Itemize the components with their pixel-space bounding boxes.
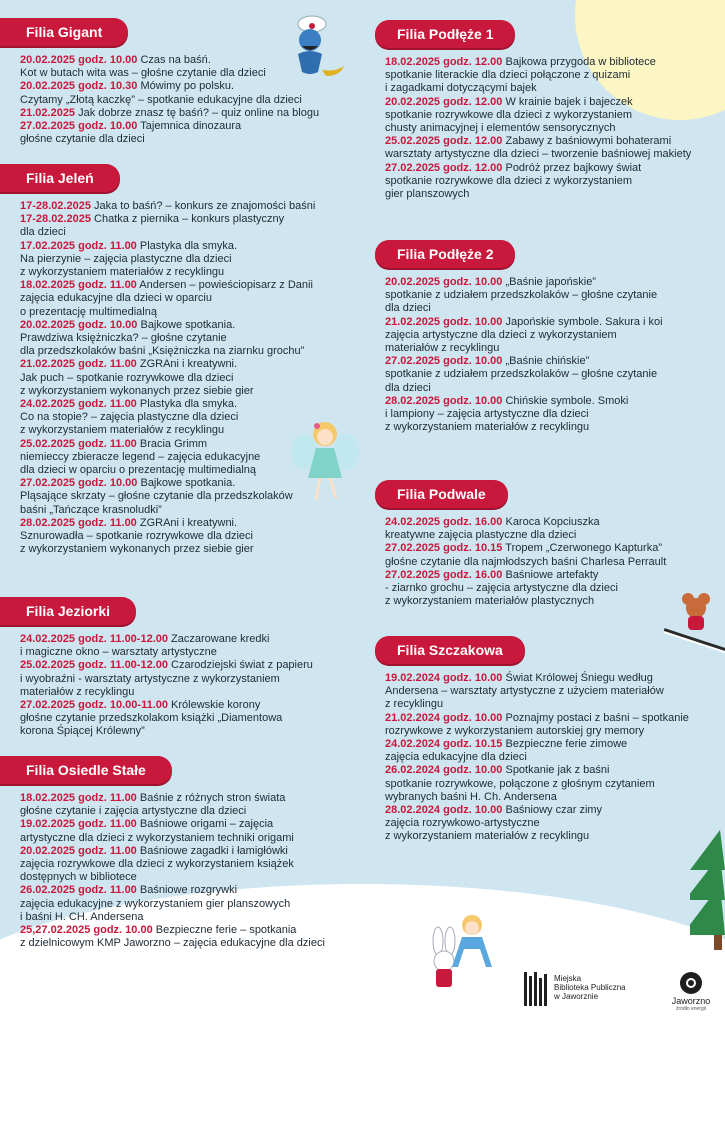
mouse-on-branch-illustration-icon: [664, 590, 725, 660]
city-name: Jaworzno: [671, 996, 711, 1006]
event-item: [385, 162, 691, 202]
event-date: 20.02.2025 godz. 11.00: [20, 844, 137, 857]
event-item: [20, 884, 325, 924]
event-description: Baśniowe artefakty - ziarnko grochu – zajęcia artystyczne dla dzieci z wykorzystaniem materiałów plastycznych: [385, 568, 618, 608]
event-description: Bezpieczne ferie zimowe zajęcia edukacyjne dla dzieci: [385, 738, 628, 764]
event-item: [20, 633, 313, 659]
library-logo-mark-icon: [524, 972, 548, 1006]
event-item: [385, 804, 689, 844]
event-item: [385, 135, 691, 161]
section-title: Filia Jeziorki: [0, 597, 136, 625]
event-date: 25.02.2025 godz. 12.00: [385, 135, 503, 148]
event-date: 25.02.2025 godz. 11.00: [20, 437, 137, 450]
event-description: Tajemnica dinozaura głośne czytanie dla dzieci: [20, 120, 242, 146]
event-description: Plastyka dla smyka. Na pierzynie – zajęcia plastyczne dla dzieci z wykorzystaniem materiałów z recyklingu: [20, 239, 238, 279]
jaworzno-logo: [666, 972, 716, 1020]
event-date: 27.02.2025 godz. 16.00: [385, 568, 503, 581]
event-date: 17.02.2025 godz. 11.00: [20, 239, 137, 252]
event-date: 27.02.2025 godz. 10.00-11.00: [20, 699, 168, 712]
event-description: ZGRAni i kreatywni. Jak puch – spotkanie rozrywkowe dla dzieci z wykorzystaniem wykonanych przez siebie gier: [20, 358, 254, 397]
section-filia-osiedle-stale: [0, 756, 325, 950]
event-description: Podróż przez bajkowy świat spotkanie rozrywkowe dla dzieci z wykorzystaniem gier planszowych: [385, 161, 642, 201]
event-date: 21.02.2024 godz. 10.00: [385, 711, 503, 724]
section-title: Filia Szczakowa: [375, 636, 525, 664]
event-date: 24.02.2025 godz. 11.00: [20, 398, 137, 411]
event-description: Japońskie symbole. Sakura i koi zajęcia artystyczne dla dzieci z wykorzystaniem materiałów z recyklingu: [385, 315, 663, 355]
event-description: Spotkanie jak z baśni spotkanie rozrywkowe, połączone z głośnym czytaniem wybranych baśni H. Ch. Andersena: [385, 764, 655, 803]
event-item: [20, 240, 315, 280]
event-date: 18.02.2025 godz. 11.00: [20, 792, 137, 804]
library-logo-text: [554, 974, 626, 1001]
library-logo: [524, 968, 644, 1008]
event-item: [20, 279, 315, 319]
event-item: [20, 845, 325, 885]
event-list: [0, 200, 315, 556]
event-description: Królewskie korony głośne czytanie przedszkolakom książki „Diamentowa korona Śpiącej Królewny”: [20, 699, 283, 738]
event-description: Chińskie symbole. Smoki i lampiony – zajęcia artystyczne dla dzieci z wykorzystaniem materiałów z recyklingu: [385, 394, 629, 434]
section-filia-gigant: [0, 18, 319, 146]
event-item: [385, 672, 689, 712]
event-date: 26.02.2025 godz. 11.00: [20, 884, 137, 897]
event-item: [20, 398, 315, 438]
section-title: Filia Osiedle Stałe: [0, 756, 172, 784]
section-filia-jeziorki: [0, 597, 313, 739]
section-filia-podwale: [375, 480, 666, 608]
event-description: Bajkowe spotkania. Prawdziwa księżniczka? – głośne czytanie dla przedszkolaków baśni „Księżniczka na ziarnku grochu”: [20, 318, 305, 358]
event-description: Świat Królowej Śniegu według Andersena – warsztaty artystyczne z użyciem materiałów z recyklingu: [385, 672, 664, 711]
event-item: [385, 764, 689, 804]
event-description: Bezpieczne ferie – spotkania z dzielnicowym KMP Jaworzno – zajęcia edukacyjne dla dzieci: [20, 924, 325, 950]
library-logo-line: Biblioteka Publiczna: [554, 983, 626, 992]
event-item: [20, 120, 319, 146]
event-item: [20, 792, 325, 818]
event-list: [0, 54, 319, 146]
event-list: [0, 633, 313, 739]
event-date: 26.02.2024 godz. 10.00: [385, 764, 503, 777]
event-item: [385, 276, 663, 316]
event-date: 27.02.2025 godz. 10.15: [385, 542, 503, 555]
event-date: 18.02.2025 godz. 12.00: [385, 56, 503, 68]
section-title: Filia Podwale: [375, 480, 508, 508]
event-item: [20, 213, 315, 239]
event-date: 27.02.2025 godz. 10.00: [20, 120, 138, 133]
event-item: [385, 316, 663, 356]
event-item: [20, 200, 315, 213]
event-item: [20, 319, 315, 359]
event-date: 24.02.2025 godz. 16.00: [385, 516, 503, 528]
event-list: [0, 792, 325, 950]
event-item: [20, 699, 313, 739]
event-date: 19.02.2025 godz. 11.00: [20, 818, 137, 831]
event-item: [385, 56, 691, 96]
event-description: Bracia Grimm niemieccy zbieracze legend – zajęcia edukacyjne dla dzieci w oparciu o prezentację multimedialną: [20, 437, 261, 477]
section-title: Filia Podłęże 2: [375, 240, 515, 268]
event-description: Chatka z piernika – konkurs plastyczny dla dzieci: [20, 213, 285, 239]
event-item: [385, 569, 666, 609]
event-date: 28.02.2025 godz. 10.00: [385, 394, 503, 407]
event-description: Zaczarowane kredki i magiczne okno – warsztaty artystyczne: [20, 633, 270, 659]
fairy-illustration-icon: [290, 412, 360, 507]
section-title: Filia Podłęże 1: [375, 20, 515, 48]
event-date: 20.02.2025 godz. 12.00: [385, 95, 503, 108]
event-date: 21.02.2025 godz. 11.00: [20, 358, 137, 371]
event-description: Bajkowa przygoda w bibliotece spotkanie literackie dla dzieci połączone z quizami i zagadkami dotyczącymi bajek: [385, 56, 656, 95]
section-filia-podleze-1: [375, 20, 691, 201]
event-description: Baśnie z różnych stron świata głośne czytanie i zajęcia artystyczne dla dzieci: [20, 792, 286, 818]
event-description: Baśniowe origami – zajęcia artystyczne dla dzieci z wykorzystaniem techniki origami: [20, 818, 294, 844]
event-item: [385, 542, 666, 568]
event-date: 27.02.2025 godz. 10.00: [385, 355, 503, 368]
event-description: Plastyka dla smyka. Co na stopie? – zajęcia plastyczne dla dzieci z wykorzystaniem materiałów z recyklingu: [20, 398, 239, 437]
genie-illustration-icon: [282, 12, 352, 82]
event-description: Baśniowe zagadki i łamigłówki zajęcia rozrywkowe dla dzieci z wykorzystaniem książek dostępnych w bibliotece: [20, 844, 294, 884]
event-description: Andersen – powieściopisarz z Danii zajęcia edukacyjne dla dzieci w oparciu o prezentację multimedialną: [20, 279, 313, 318]
event-item: [20, 517, 315, 557]
event-description: Zabawy z baśniowymi bohaterami warsztaty artystyczne dla dzieci – tworzenie baśniowej makiety: [385, 135, 692, 161]
section-title: Filia Jeleń: [0, 164, 120, 192]
event-item: [20, 438, 315, 478]
event-date: 19.02.2024 godz. 10.00: [385, 672, 503, 684]
event-item: [20, 54, 319, 80]
event-date: 17-28.02.2025: [20, 200, 91, 212]
event-item: [20, 818, 325, 844]
event-date: 25,27.02.2025 godz. 10.00: [20, 924, 153, 937]
event-item: [385, 355, 663, 395]
event-description: Baśniowe rozgrywki zajęcia edukacyjne z wykorzystaniem gier planszowych i baśni H. CH. Andersena: [20, 884, 291, 923]
christmas-tree-illustration-icon: [690, 830, 725, 950]
event-description: Mówimy po polsku. Czytamy „Złotą kaczkę” – spotkanie edukacyjne dla dzieci: [20, 80, 302, 106]
event-description: Tropem „Czerwonego Kapturka” głośne czytanie dla najmłodszych baśni Charlesa Perrault: [385, 542, 667, 568]
section-title: Filia Gigant: [0, 18, 128, 46]
event-item: [385, 395, 663, 435]
event-item: [20, 477, 315, 517]
event-date: 21.02.2025: [20, 106, 76, 119]
event-description: Bajkowe spotkania. Pląsające skrzaty – głośne czytanie dla przedszkolaków baśni „Tańczące krasnoludki”: [20, 477, 293, 516]
event-date: 18.02.2025 godz. 11.00: [20, 279, 137, 292]
event-description: ZGRAni i kreatywni. Sznurowadła – spotkanie rozrywkowe dla dzieci z wykorzystaniem wykonanych przez siebie gier: [20, 516, 254, 556]
section-filia-szczakowa: [375, 636, 689, 844]
event-item: [20, 358, 315, 398]
event-description: W krainie bajek i bajeczek spotkanie rozrywkowe dla dzieci z wykorzystaniem chusty animacyjnej i elementów sensorycznych: [385, 95, 633, 135]
event-list: [375, 516, 666, 608]
section-filia-jelen: [0, 164, 315, 556]
event-date: 17-28.02.2025: [20, 213, 91, 226]
event-item: [385, 516, 666, 542]
event-date: 28.02.2024 godz. 10.00: [385, 804, 503, 817]
event-list: [375, 56, 691, 201]
event-description: Poznajmy postaci z baśni – spotkanie rozrywkowe z wykorzystaniem autorskiej gry memory: [385, 711, 689, 737]
event-description: Jaka to baśń? – konkurs ze znajomości baśni: [90, 200, 316, 212]
event-date: 20.02.2025 godz. 10.00: [385, 276, 503, 288]
event-date: 20.02.2025 godz. 10.00: [20, 54, 138, 66]
event-date: 20.02.2025 godz. 10.30: [20, 80, 138, 93]
section-filia-podleze-2: [375, 240, 663, 434]
event-date: 28.02.2025 godz. 11.00: [20, 516, 137, 529]
event-item: [20, 659, 313, 699]
event-item: [20, 924, 325, 950]
event-item: [20, 80, 319, 106]
event-description: Karoca Kopciuszka kreatywne zajęcia plastyczne dla dzieci: [385, 516, 600, 542]
event-item: [385, 738, 689, 764]
event-date: 25.02.2025 godz. 11.00-12.00: [20, 659, 168, 672]
event-item: [20, 107, 319, 120]
event-description: Czarodziejski świat z papieru i wyobraźni - warsztaty artystyczne z wykorzystaniem materiałów z recyklingu: [20, 659, 313, 698]
library-logo-line: w Jaworznie: [554, 992, 599, 1001]
event-description: Jak dobrze znasz tę baśń? – quiz online na blogu: [75, 106, 320, 119]
event-item: [385, 712, 689, 738]
event-list: [375, 276, 663, 434]
event-date: 20.02.2025 godz. 10.00: [20, 318, 138, 331]
event-date: 24.02.2025 godz. 11.00-12.00: [20, 633, 168, 645]
alice-and-rabbit-illustration-icon: [410, 905, 510, 995]
event-description: Baśniowy czar zimy zajęcia rozrywkowo-artystyczne z wykorzystaniem materiałów z recyklingu: [385, 804, 603, 843]
event-date: 27.02.2025 godz. 10.00: [20, 477, 138, 490]
jaworzno-swirl-icon: [680, 972, 702, 994]
event-date: 24.02.2024 godz. 10.15: [385, 738, 503, 751]
event-list: [375, 672, 689, 844]
event-description: „Baśnie japońskie” spotkanie z udziałem przedszkolaków – głośne czytanie dla dzieci: [385, 276, 658, 315]
city-tagline: źródło energii: [675, 1006, 707, 1012]
event-item: [385, 96, 691, 136]
event-date: 21.02.2025 godz. 10.00: [385, 315, 503, 328]
event-description: Czas na baśń. Kot w butach wita was – głośne czytanie dla dzieci: [20, 54, 266, 80]
event-date: 27.02.2025 godz. 12.00: [385, 161, 503, 174]
library-logo-line: Miejska: [554, 974, 582, 983]
event-description: „Baśnie chińskie” spotkanie z udziałem przedszkolaków – głośne czytanie dla dzieci: [385, 355, 658, 394]
